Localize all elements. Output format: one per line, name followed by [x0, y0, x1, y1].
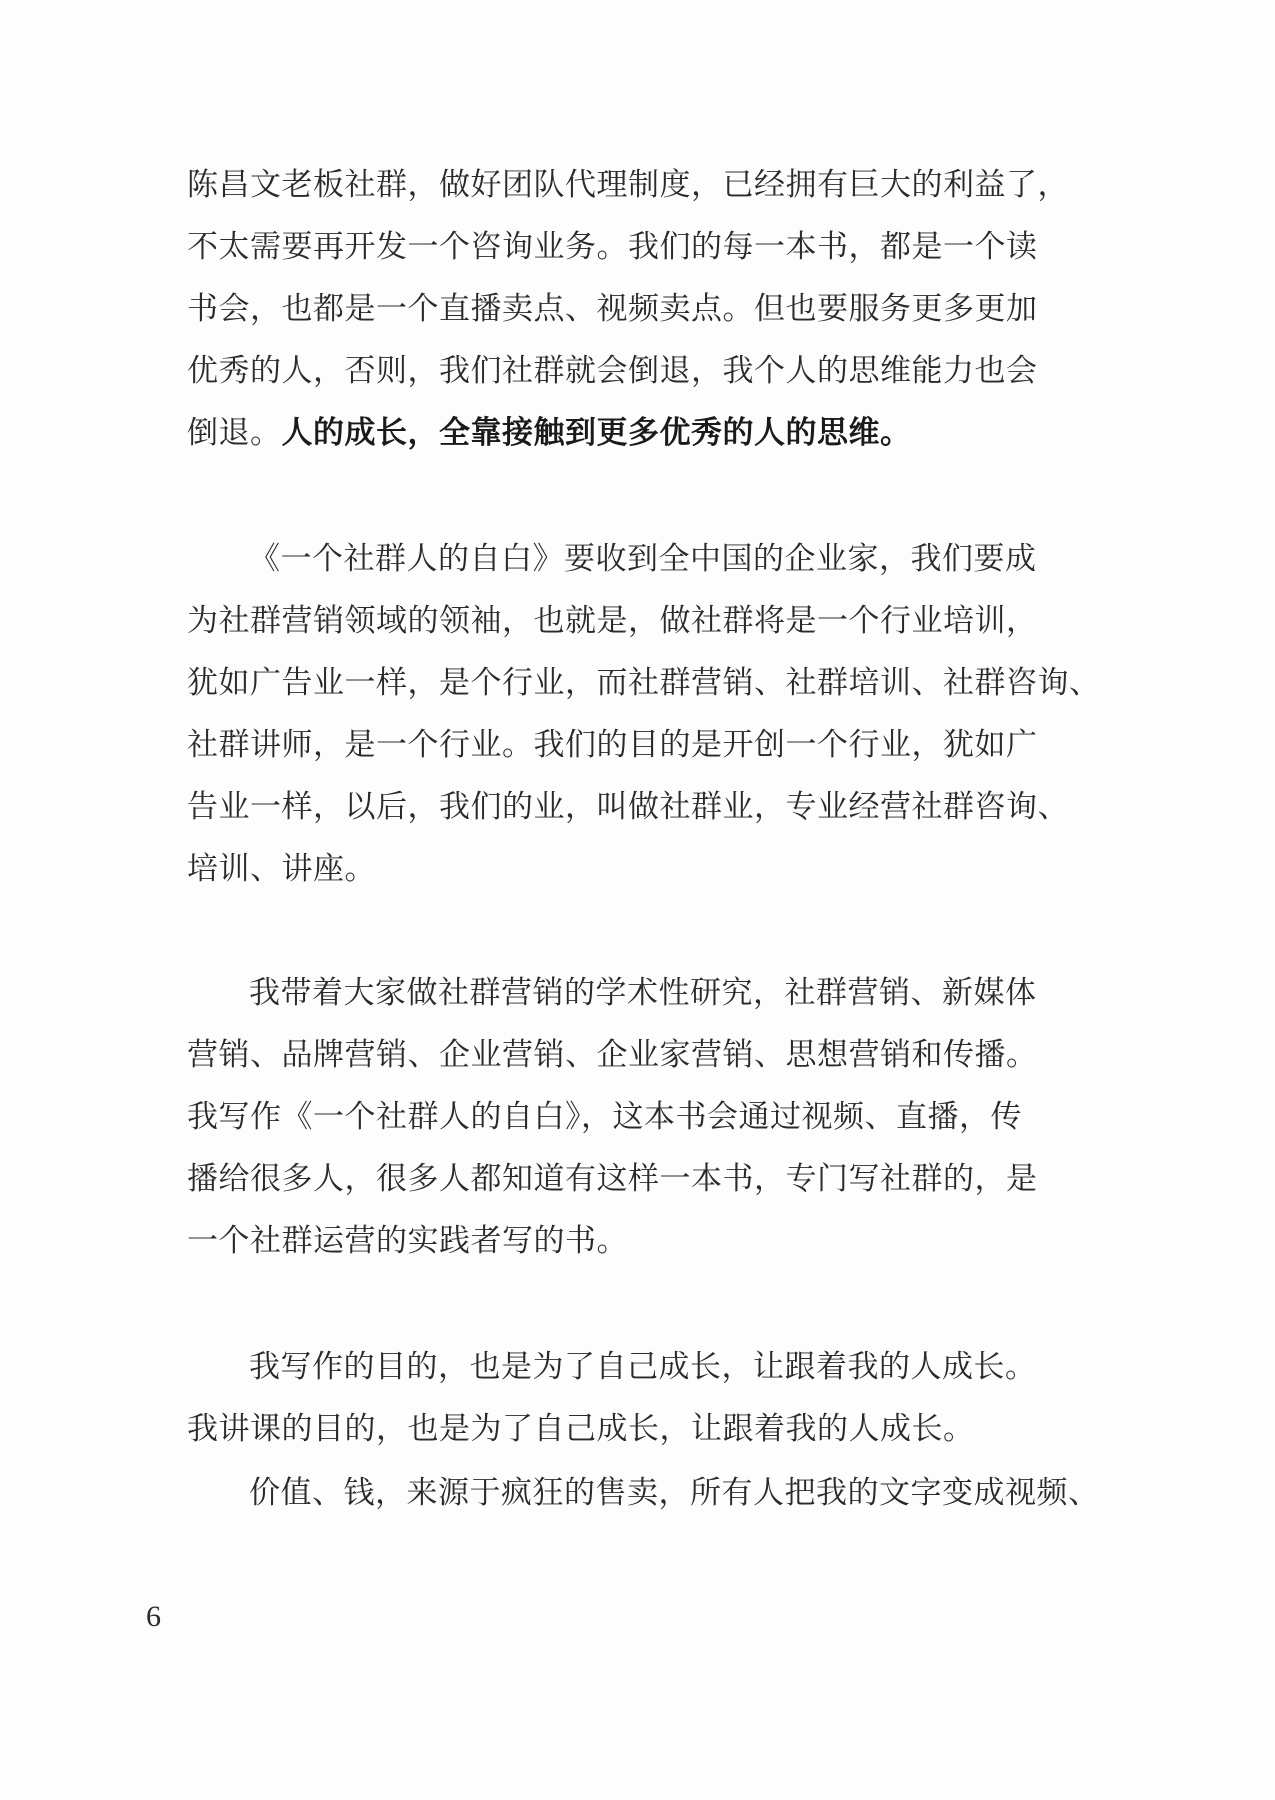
text-line: 价值、钱，来源于疯狂的售卖，所有人把我的文字变成视频、: [249, 1475, 1100, 1511]
text-line: 我带着大家做社群营销的学术性研究，社群营销、新媒体: [249, 975, 1037, 1011]
bold-emphasis: 人的成长，全靠接触到更多优秀的人的思维。: [281, 415, 912, 451]
text-line-mixed: [187, 402, 1007, 464]
text-line: 一个社群运营的实践者写的书。: [187, 1223, 628, 1259]
text-line: 书会，也都是一个直播卖点、视频卖点。但也要服务更多更加: [187, 291, 1038, 327]
text-line: 社群讲师，是一个行业。我们的目的是开创一个行业，犹如广: [187, 727, 1038, 763]
paragraph-3: [187, 962, 1038, 1272]
text-line: 我讲课的目的，也是为了自己成长，让跟着我的人成长。: [187, 1411, 975, 1447]
paragraph-1: [187, 154, 1069, 464]
text-line: 陈昌文老板社群，做好团队代理制度，已经拥有巨大的利益了，: [187, 167, 1069, 203]
text-line: 不太需要再开发一个咨询业务。我们的每一本书，都是一个读: [187, 229, 1038, 265]
paragraph-5: [187, 1462, 1100, 1524]
text-line: 培训、讲座。: [187, 851, 376, 887]
text-line: 《一个社群人的自白》要收到全中国的企业家，我们要成: [249, 541, 1037, 577]
text-line: 优秀的人，否则，我们社群就会倒退，我个人的思维能力也会: [187, 353, 1038, 389]
text-line: 为社群营销领域的领袖，也就是，做社群将是一个行业培训，: [187, 603, 1038, 639]
text-line: 犹如广告业一样，是个行业，而社群营销、社群培训、社群咨询、: [187, 665, 1101, 701]
text-plain-segment: 倒退。: [187, 415, 282, 451]
text-line: 我写作《一个社群人的自白》，这本书会通过视频、直播，传: [187, 1099, 1022, 1135]
paragraph-2: [187, 528, 1101, 900]
text-line: 播给很多人，很多人都知道有这样一本书，专门写社群的，是: [187, 1161, 1038, 1197]
text-line: 告业一样，以后，我们的业，叫做社群业，专业经营社群咨询、: [187, 789, 1069, 825]
page-number: 6: [146, 1600, 161, 1633]
paragraph-4: [187, 1336, 1037, 1460]
text-line: 我写作的目的，也是为了自己成长，让跟着我的人成长。: [249, 1349, 1037, 1385]
text-line: 营销、品牌营销、企业营销、企业家营销、思想营销和传播。: [187, 1037, 1038, 1073]
